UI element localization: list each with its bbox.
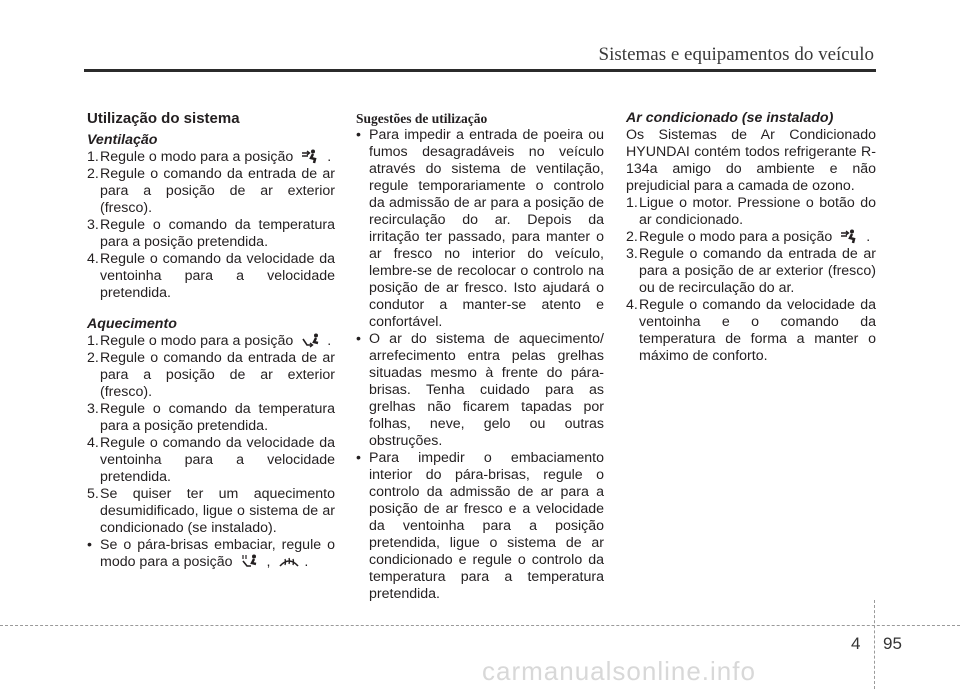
list-item: 4. Regule o comando da velocidade da ventoinha e o comando da temperatura de forma a manter o máximo de conforto. <box>626 297 876 364</box>
list-item: 2. Regule o comando da entrada de ar para a posição de ar exterior (fresco). <box>87 166 335 216</box>
column-2 <box>356 110 604 603</box>
list-item: • Para impedir o embaciamento interior do pára-brisas, regule o controlo da admissão de ar para a posição de ar fresco e a velocidade da ventoinha para a posição pretendida, ligue o sistema de ar condicionado e regule o controlo da temperatura para a temperatura pretendida. <box>356 450 604 602</box>
list-item: 1. Ligue o motor. Pressione o botão do ar condicionado. <box>626 195 876 228</box>
list-item: • O ar do sistema de aquecimento/ arrefecimento entra pelas grelhas situadas mesmo à frente do pára-brisas. Tenha cuidado para as grelhas não ficarem tapadas por folhas, neve, gelo ou outras obstruções. <box>356 331 604 449</box>
ar-condicionado-steps <box>626 195 876 365</box>
list-item: 5. Se quiser ter um aquecimento desumidificado, ligue o sistema de ar condicionado (se instalado). <box>87 486 335 536</box>
list-item: 2. Regule o comando da entrada de ar para a posição de ar exterior (fresco). <box>87 350 335 400</box>
chapter-number: 4 <box>851 634 861 653</box>
list-item: • Se o pára-brisas embaciar, regule o modo para a posição , . <box>87 537 335 570</box>
face-vent-icon <box>840 229 862 244</box>
list-item: 1. Regule o modo para a posição . <box>87 333 332 349</box>
intro-paragraph: Os Sistemas de Ar Condicionado HYUNDAI contém todos refrigerante R-134a amigo do ambiente e não prejudicial para a camada de ozono. <box>626 127 876 194</box>
list-item: 3. Regule o comando da entrada de ar para a posição de ar exterior (fresco) ou de recirculação do ar. <box>626 246 876 296</box>
aquecimento-steps <box>87 333 335 537</box>
header-rule <box>84 69 876 72</box>
watermark: carmanualsonline.info <box>482 656 756 686</box>
ventilacao-steps <box>87 149 335 302</box>
list-item: 4. Regule o comando da velocidade da ventoinha para a velocidade pretendida. <box>87 435 335 485</box>
list-item: 2. Regule o modo para a posição . <box>626 229 871 245</box>
section-title: Utilização do sistema <box>87 110 240 127</box>
list-item: 3. Regule o comando da temperatura para a posição pretendida. <box>87 217 335 250</box>
list-item: 3. Regule o comando da temperatura para a posição pretendida. <box>87 401 335 434</box>
list-item: 4. Regule o comando da velocidade da ventoinha para a velocidade pretendida. <box>87 251 335 301</box>
footer-rule <box>0 625 960 626</box>
aquecimento-bullets <box>87 537 335 571</box>
list-item: • Para impedir a entrada de poeira ou fumos desagradáveis no veículo através do sistema de ventilação, regule temporariamente o controlo da admissão de ar para a posição de recirculação do ar. Depois da irritação ter passado, para manter o ar fresco no interior do veículo, lembre-se de recolocar o controlo na posição de ar fresco. Isto ajudará o condutor a manter-se atento e confortável. <box>356 127 604 330</box>
list-item: 1. Regule o modo para a posição . <box>87 149 332 165</box>
subsection-title-aquecimento: Aquecimento <box>87 316 177 332</box>
column-3 <box>626 110 876 365</box>
section-title-ar-condicionado: Ar condicionado (se instalado) <box>626 110 834 126</box>
defrost-icon <box>278 554 300 569</box>
sugestoes-bullets <box>356 127 604 603</box>
subsection-title-ventilacao: Ventilação <box>87 132 158 148</box>
floor-defrost-icon <box>240 554 262 569</box>
section-title-sugestoes: Sugestões de utilização <box>356 111 488 126</box>
header-title: Sistemas e equipamentos do veículo <box>598 44 874 65</box>
page-separator <box>874 600 875 689</box>
floor-mode-icon <box>301 333 323 348</box>
page-number: 95 <box>883 634 902 653</box>
column-1 <box>87 110 335 571</box>
face-vent-icon <box>301 149 323 164</box>
